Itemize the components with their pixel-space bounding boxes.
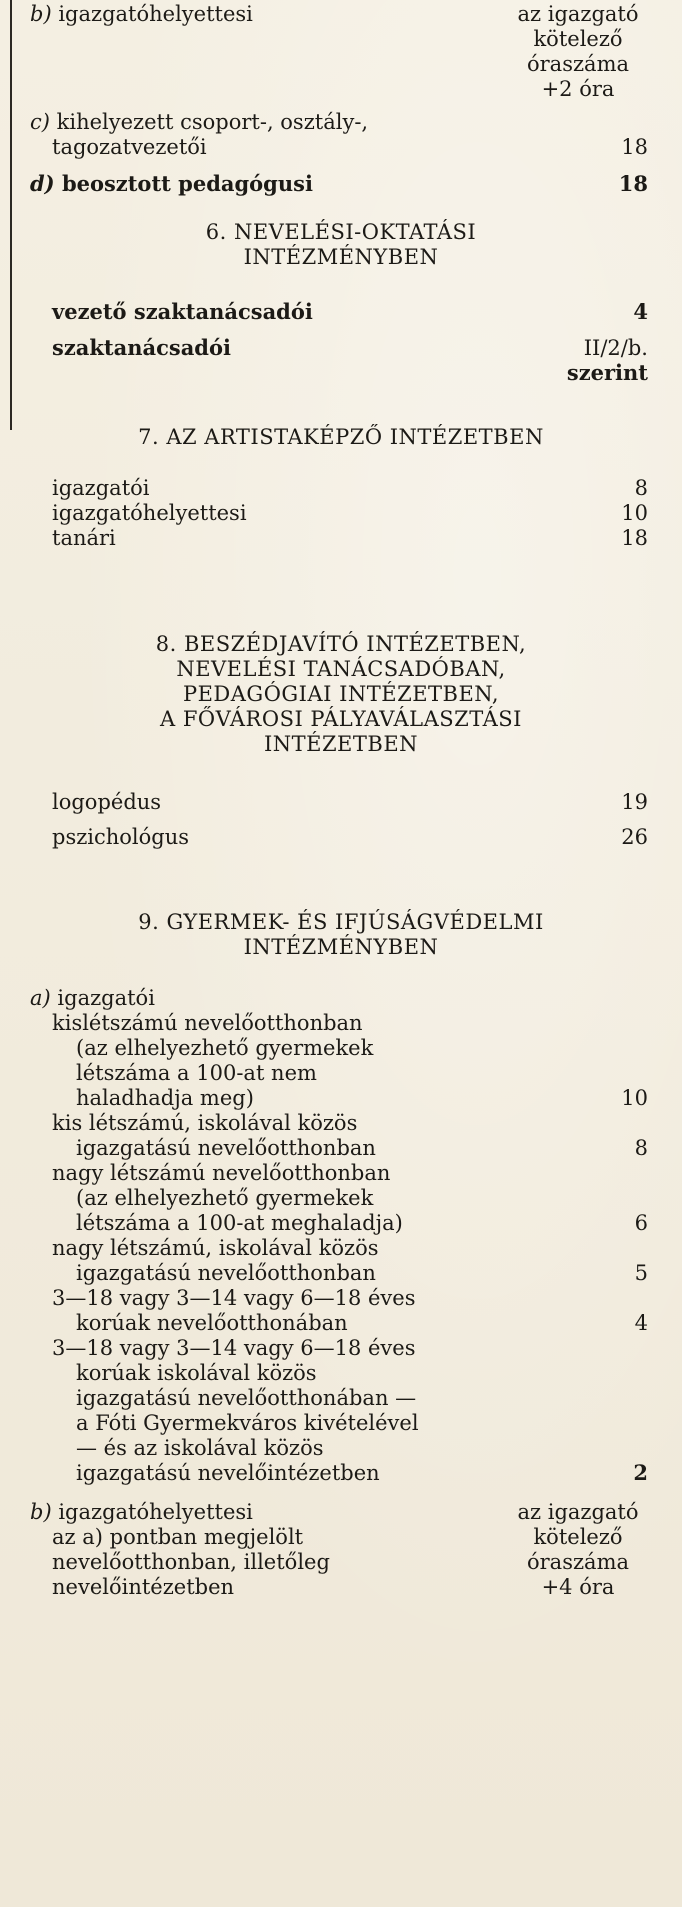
sec6-row-2-value-2: szerint bbox=[566, 360, 648, 385]
sec8-row-pszichologus: pszichológus bbox=[52, 825, 190, 849]
section-8-title-2: NEVELÉSI TANÁCSADÓBAN, bbox=[176, 657, 506, 681]
sec9-b-line-4: nevelőintézetben bbox=[52, 1575, 235, 1599]
sec9-a6-line-6: igazgatású nevelőintézetben bbox=[76, 1461, 380, 1485]
item-d-beosztott bbox=[30, 172, 313, 197]
sec9-a2-value: 8 bbox=[634, 1136, 648, 1160]
sec8-row-2-value: 26 bbox=[621, 825, 648, 849]
item-text: igazgatóhelyettesi bbox=[58, 1500, 253, 1524]
item-label: c) bbox=[30, 110, 50, 134]
sec9-b-value-1: az igazgató bbox=[517, 1500, 639, 1524]
item-c-text-2: tagozatvezetői bbox=[52, 135, 207, 159]
item-d-value: 18 bbox=[618, 171, 648, 196]
section-8-title-5: INTÉZETBEN bbox=[263, 732, 419, 756]
sec9-a6-line-4: a Fóti Gyermekváros kivételével bbox=[76, 1411, 419, 1435]
sec9-a5-value: 4 bbox=[634, 1311, 648, 1335]
sec9-b-line-3: nevelőotthonban, illetőleg bbox=[52, 1550, 330, 1574]
sec9-a1-line-1: kislétszámú nevelőotthonban bbox=[52, 1011, 363, 1035]
section-7-title: 7. AZ ARTISTAKÉPZŐ INTÉZETBEN bbox=[138, 425, 544, 449]
sec9-a3-line-2: (az elhelyezhető gyermekek bbox=[76, 1186, 374, 1210]
item-text: igazgatói bbox=[57, 986, 155, 1010]
sec7-row-igazgatoi: igazgatói bbox=[52, 476, 150, 500]
sec9-a3-line-3: létszáma a 100-at meghaladja) bbox=[76, 1211, 403, 1235]
sec9-b-value-3: óraszáma bbox=[527, 1550, 629, 1574]
sec9-a2-line-1: kis létszámú, iskolával közös bbox=[52, 1111, 358, 1135]
sec6-row-2-value-1: II/2/b. bbox=[583, 336, 648, 360]
sec9-a6-line-2: korúak iskolával közös bbox=[76, 1361, 317, 1385]
item-c-kihelyezett bbox=[30, 110, 368, 135]
item-b-value-3: óraszáma bbox=[527, 52, 629, 76]
sec7-row-igazgatohelyettesi: igazgatóhelyettesi bbox=[52, 501, 247, 525]
item-text: kihelyezett csoport-, osztály-, bbox=[56, 110, 369, 134]
sec9-b-value-2: kötelező bbox=[533, 1525, 623, 1549]
item-b-value-4: +2 óra bbox=[541, 77, 615, 101]
sec9-item-a bbox=[30, 986, 155, 1011]
item-label: a) bbox=[30, 986, 51, 1010]
item-label: d) bbox=[30, 171, 55, 196]
sec9-a4-line-2: igazgatású nevelőotthonban bbox=[76, 1261, 376, 1285]
item-b-igazgatohelyettesi bbox=[30, 2, 253, 27]
item-b-value-2: kötelező bbox=[533, 27, 623, 51]
item-label: b) bbox=[30, 2, 52, 26]
sec9-a1-value: 10 bbox=[621, 1086, 648, 1110]
sec9-a1-line-2: (az elhelyezhető gyermekek bbox=[76, 1036, 374, 1060]
item-text: igazgatóhelyettesi bbox=[58, 2, 253, 26]
sec7-row-1-value: 8 bbox=[634, 476, 648, 500]
sec9-a4-line-1: nagy létszámú, iskolával közös bbox=[52, 1236, 379, 1260]
section-9-title-1: 9. GYERMEK- ÉS IFJÚSÁGVÉDELMI bbox=[138, 910, 544, 934]
sec9-a4-value: 5 bbox=[634, 1261, 648, 1285]
section-6-title-1: 6. NEVELÉSI-OKTATÁSI bbox=[205, 220, 477, 244]
sec9-a6-line-1: 3—18 vagy 3—14 vagy 6—18 éves bbox=[52, 1336, 416, 1360]
sec7-row-2-value: 10 bbox=[621, 501, 648, 525]
sec8-row-1-value: 19 bbox=[621, 790, 648, 814]
item-label: b) bbox=[30, 1500, 52, 1524]
sec9-a6-value: 2 bbox=[633, 1460, 648, 1485]
sec8-row-logopedus: logopédus bbox=[52, 790, 162, 814]
item-c-value: 18 bbox=[621, 135, 648, 159]
section-8-title-3: PEDAGÓGIAI INTÉZETBEN, bbox=[182, 682, 500, 706]
sec9-a6-line-3: igazgatású nevelőotthonában — bbox=[76, 1386, 417, 1410]
margin-rule bbox=[10, 0, 12, 430]
sec9-a1-line-3: létszáma a 100-at nem bbox=[76, 1061, 317, 1085]
sec7-row-tanari: tanári bbox=[52, 526, 116, 550]
sec9-item-b bbox=[30, 1500, 253, 1525]
sec9-a5-line-2: korúak nevelőotthonában bbox=[76, 1311, 348, 1335]
sec6-row-szaktanacsadoi: szaktanácsadói bbox=[52, 335, 231, 360]
sec9-b-value-4: +4 óra bbox=[541, 1575, 615, 1599]
item-b-value-1: az igazgató bbox=[517, 2, 639, 26]
sec9-b-line-2: az a) pontban megjelölt bbox=[52, 1525, 304, 1549]
sec9-a5-line-1: 3—18 vagy 3—14 vagy 6—18 éves bbox=[52, 1286, 416, 1310]
item-text: beosztott pedagógusi bbox=[61, 171, 313, 196]
sec9-a2-line-2: igazgatású nevelőotthonban bbox=[76, 1136, 376, 1160]
sec6-row-1-value: 4 bbox=[633, 299, 648, 324]
section-9-title-2: INTÉZMÉNYBEN bbox=[243, 935, 439, 959]
sec7-row-3-value: 18 bbox=[621, 526, 648, 550]
section-8-title-1: 8. BESZÉDJAVÍTÓ INTÉZETBEN, bbox=[155, 632, 527, 656]
sec6-row-vezeto-szaktanacsadoi: vezető szaktanácsadói bbox=[52, 299, 313, 324]
section-8-title-4: A FŐVÁROSI PÁLYAVÁLASZTÁSI bbox=[160, 707, 522, 731]
sec9-a3-line-1: nagy létszámú nevelőotthonban bbox=[52, 1161, 391, 1185]
sec9-a6-line-5: — és az iskolával közös bbox=[76, 1436, 324, 1460]
sec9-a3-value: 6 bbox=[634, 1211, 648, 1235]
sec9-a1-line-4: haladhadja meg) bbox=[76, 1086, 254, 1110]
section-6-title-2: INTÉZMÉNYBEN bbox=[243, 245, 439, 269]
